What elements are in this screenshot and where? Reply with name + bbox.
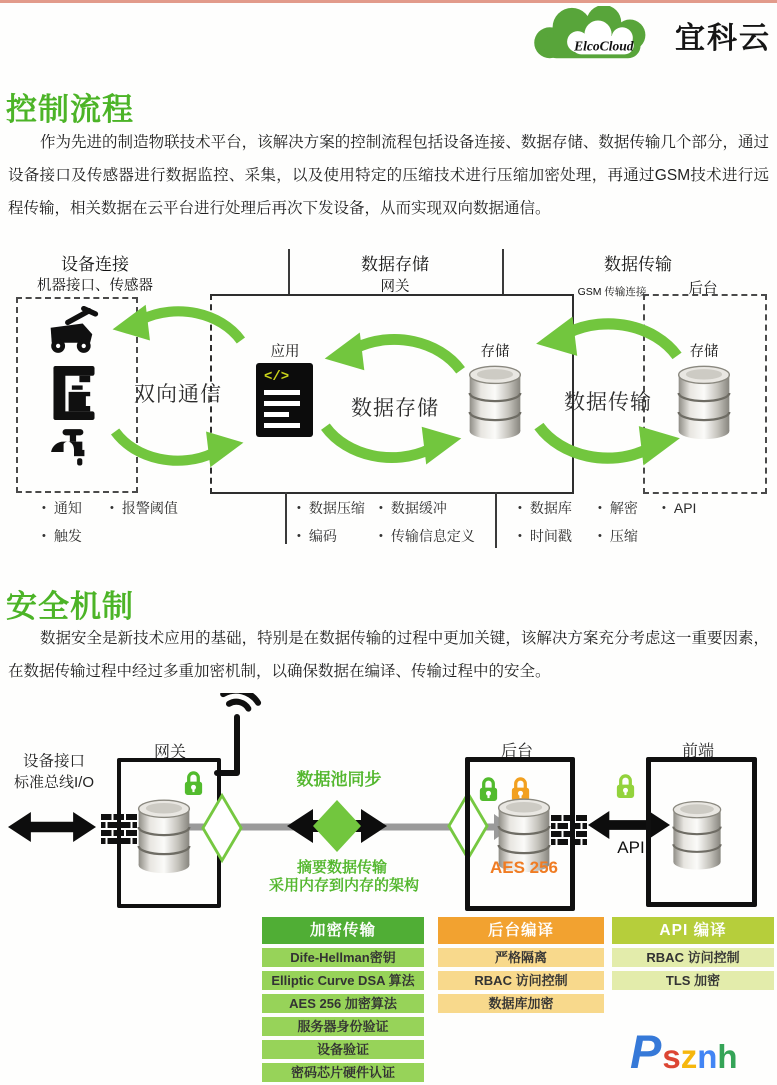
bullet-list [379, 495, 475, 551]
table-encrypted-transmission [262, 917, 424, 1082]
application-code-icon [256, 363, 313, 437]
label-gateway-2: 网关 [153, 744, 186, 761]
section1-title: 控制流程 [6, 92, 134, 127]
water-tap-icon [49, 428, 99, 476]
green-arrow-left-icon [528, 312, 688, 368]
green-arrow-right-icon [316, 415, 468, 469]
label-api: API [617, 838, 645, 857]
label-device-connection: 设备连接 [61, 255, 129, 274]
green-arrow-left-icon [318, 328, 470, 382]
cloud-logo-icon [525, 6, 673, 64]
label-bidirectional-comm: 双向通信 [134, 383, 222, 406]
database-icon [675, 364, 733, 440]
table-row: 服务器身份验证 [262, 1017, 424, 1036]
code-line [264, 412, 289, 417]
code-glyph: </> [264, 369, 290, 385]
code-line [264, 390, 300, 395]
bullet-item: • 通知 [42, 495, 82, 523]
bullet-list [662, 495, 696, 523]
label-aes-256: AES 256 [489, 858, 559, 877]
code-line [264, 423, 300, 428]
watermark-letter: s [662, 1038, 681, 1075]
logo-brand-text: ElcoCloud [574, 38, 634, 54]
section2-paragraph: 数据安全是新技术应用的基础，特别是在数据传输的过程中更加关键，该解决方案充分考虑这一重要因素，在数据传输过程中经过多重加密机制，以确保数据在编译、传输过程中的安全。 [8, 630, 769, 680]
firewall-icon [551, 815, 587, 847]
table-row: RBAC 访问控制 [438, 971, 604, 990]
table-row: 密码芯片硬件认证 [262, 1063, 424, 1082]
bullet-divider [495, 492, 497, 548]
label-backend-2: 后台 [500, 743, 533, 760]
green-arrow-left-icon [110, 300, 246, 352]
table-row: TLS 加密 [612, 971, 774, 990]
antenna-signal-icon [200, 693, 280, 781]
watermark-letter: P [630, 1025, 662, 1078]
label-storage-1: 存储 [480, 344, 510, 360]
bullet-list [42, 495, 82, 551]
label-data-pool-sync: 数据池同步 [296, 770, 382, 789]
label-gateway: 网关 [380, 279, 410, 295]
watermark-letter: z [680, 1038, 698, 1075]
bullet-item: • API [662, 495, 696, 523]
label-data-storage: 数据存储 [361, 255, 429, 274]
firewall-icon [101, 814, 137, 846]
bullet-list [110, 495, 178, 523]
table-row: RBAC 访问控制 [612, 948, 774, 967]
section1-paragraph: 作为先进的制造物联技术平台，该解决方案的控制流程包括设备连接、数据存储、数据传输几个部分，通过设备接口及传感器进行数据监控、采集，以及使用特定的压缩技术进行压缩加密处理，再通过GSM技术进行远程传输，相关数据在云平台进行处理后再次下发设备，从而实现双向数据通信。 [8, 134, 769, 217]
database-icon [135, 797, 193, 875]
label-machine-interface: 机器接口、传感器 [37, 278, 153, 294]
table-row: 设备验证 [262, 1040, 424, 1059]
bullet-item: • 数据压缩 [297, 495, 365, 523]
label-standard-bus: 标准总线I/O [13, 774, 94, 791]
label-backend: 后台 [688, 281, 718, 297]
label-frontend: 前端 [681, 743, 714, 760]
divider-line [288, 249, 290, 295]
table-row: 严格隔离 [438, 948, 604, 967]
black-double-arrow-icon [8, 810, 96, 844]
bullet-item: • 数据库 [518, 495, 572, 523]
bullet-item: • 报警阈值 [110, 495, 178, 523]
label-memory-architecture: 采用内存到内存的架构 [268, 877, 419, 894]
table-row: Elliptic Curve DSA 算法 [262, 971, 424, 990]
bullet-list [598, 495, 638, 551]
watermark-letter: h [717, 1038, 738, 1075]
bullet-item: • 编码 [297, 523, 365, 551]
database-icon [466, 364, 524, 440]
bullet-item: • 解密 [598, 495, 638, 523]
bullet-divider [285, 492, 287, 544]
label-storage-2: 存储 [689, 344, 719, 360]
bullet-item: • 压缩 [598, 523, 638, 551]
label-flow-data-storage: 数据存储 [351, 397, 439, 420]
database-icon [670, 799, 724, 871]
psznh-watermark [630, 1024, 738, 1079]
bullet-list [297, 495, 365, 551]
divider-line [502, 249, 504, 295]
green-diamond-icon [312, 799, 362, 853]
label-digest-transfer: 摘要数据传输 [296, 859, 387, 876]
label-device-interface: 设备接口 [22, 753, 85, 770]
label-data-transfer: 数据传输 [604, 255, 672, 274]
lime-lock-icon [614, 772, 637, 800]
bullet-list [518, 495, 572, 551]
coffee-machine-icon [50, 366, 98, 420]
lawn-mower-icon [40, 306, 104, 356]
label-gsm-link: GSM 传输连接 [577, 286, 647, 298]
code-line [264, 401, 300, 406]
table-api-compile [612, 917, 774, 990]
table-header: API 编译 [612, 917, 774, 944]
green-arrow-right-icon [110, 420, 246, 472]
scan-artifact-line [0, 0, 777, 3]
bullet-item: • 传输信息定义 [379, 523, 475, 551]
green-arrow-right-icon [528, 414, 688, 470]
table-row: AES 256 加密算法 [262, 994, 424, 1013]
label-application: 应用 [270, 344, 300, 360]
logo-product-name: 宜科云 [675, 22, 771, 55]
bullet-item: • 时间戳 [518, 523, 572, 551]
table-header: 后台编译 [438, 917, 604, 944]
elcocloud-logo [525, 6, 771, 64]
label-flow-data-transfer: 数据传输 [564, 391, 652, 414]
bullet-item: • 数据缓冲 [379, 495, 475, 523]
table-header: 加密传输 [262, 917, 424, 944]
section2-title: 安全机制 [6, 589, 134, 624]
watermark-letter: n [697, 1038, 718, 1075]
bullet-item: • 触发 [42, 523, 82, 551]
table-row: Dife-Hellman密钥 [262, 948, 424, 967]
table-backend-compile [438, 917, 604, 1013]
table-row: 数据库加密 [438, 994, 604, 1013]
diamond-checkpoint-icon [201, 792, 243, 864]
